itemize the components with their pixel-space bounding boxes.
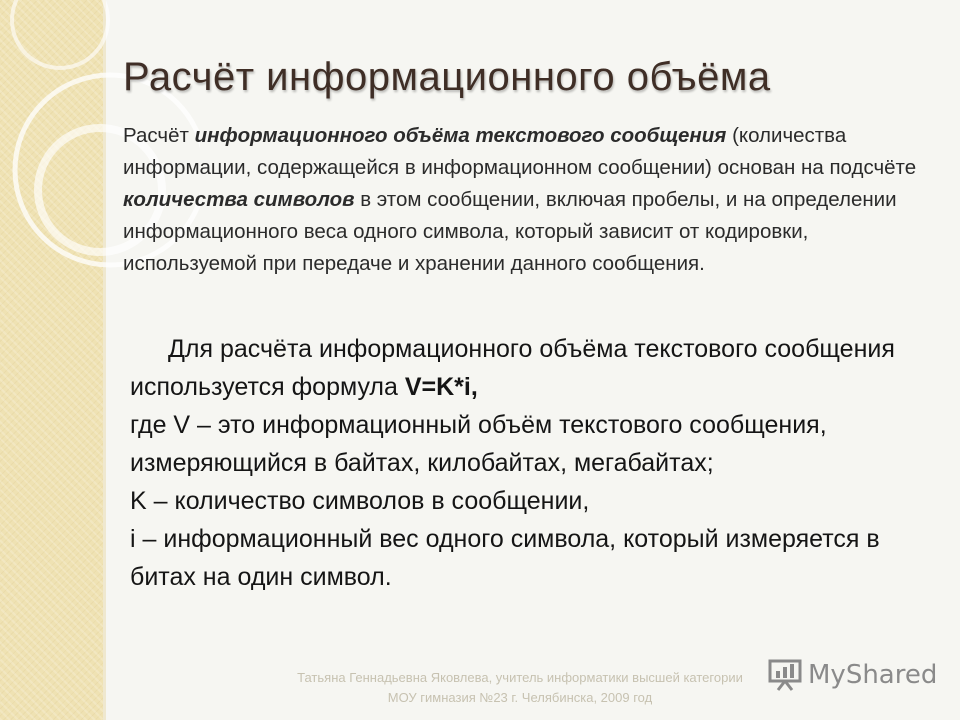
intro-emphasis-symbols: количества символов bbox=[123, 188, 355, 211]
intro-paragraph bbox=[123, 120, 933, 280]
watermark-text: MyShared bbox=[808, 660, 938, 690]
slide-title: Расчёт информационного объёма bbox=[123, 55, 771, 99]
formula-def-i: i – информационный вес одного символа, который измеряется в битах на один символ. bbox=[130, 525, 880, 591]
watermark bbox=[768, 658, 937, 692]
formula-intro: Для расчёта информационного объёма текстового сообщения используется формула bbox=[130, 335, 895, 401]
intro-text-2: (количества информации, содержащейся в информационном сообщении) основан на подсчёте bbox=[123, 124, 917, 179]
intro-text-3: в этом сообщении, включая пробелы, и на определении информационного веса одного символа, который зависит от кодировки, используемой при передаче и хранении данного сообщения. bbox=[123, 188, 897, 275]
presentation-board-icon bbox=[768, 659, 802, 691]
intro-emphasis-volume: информационного объёма текстового сообщения bbox=[194, 124, 727, 147]
formula-def-v: где V – это информационный объём текстового сообщения, измеряющийся в байтах, килобайтах, мегабайтах; bbox=[130, 411, 827, 477]
formula: V=K*i, bbox=[404, 373, 478, 401]
formula-paragraph bbox=[130, 330, 930, 596]
formula-def-k: K – количество символов в сообщении, bbox=[130, 487, 590, 515]
intro-text-1: Расчёт bbox=[123, 124, 195, 147]
footer bbox=[200, 668, 840, 708]
footer-author: Татьяна Геннадьевна Яковлева, учитель информатики высшей категории bbox=[297, 670, 743, 685]
footer-school: МОУ гимназия №23 г. Челябинска, 2009 год bbox=[387, 690, 653, 705]
